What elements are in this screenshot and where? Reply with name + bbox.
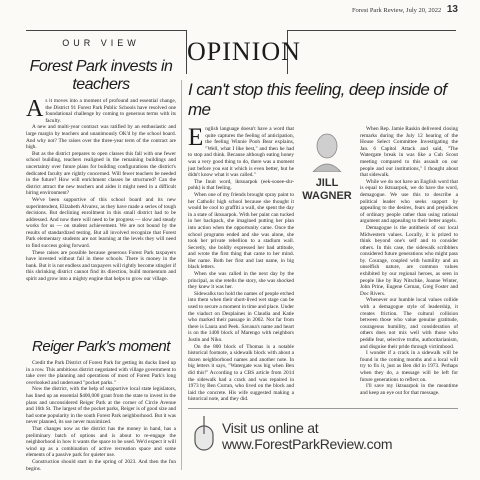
column-paragraph: Demagogue is the antithesis of our local Midwestern values. Locally, it is prized to think beyond one's self and to consider others. In this case, the sidewalk scribblers considered future generations who might pass by. Courage, coupled with humility and an unselfish nature, are common values exhibited by our regional heroes, as seen in people like by Ray Nitschke, Joanne Winter, John Prine, Eugene Cernan, Greg Foster and Doc Rivers. xyxy=(360,224,458,297)
footer-rule xyxy=(188,408,458,409)
section-label-our-view: OUR VIEW xyxy=(62,38,140,48)
column-paragraph: I'll save my iktsuarpok in the meantime and keep an eye out for that message. xyxy=(360,383,458,396)
editorial-paragraph: s it moves into a moment of profound and essential change, the District 91 Forest Park Public Schools have resolved one foundational challenge by coming to generous terms with its faculty. xyxy=(45,98,176,124)
mouse-icon xyxy=(192,414,216,452)
park-paragraph: Now the district, with the help of supportive local state legislators, has lined up an essential $400,000 grant from the state to invest in the plans and unconsidered Reiger Park at the corner of Circle Avenue and 16th St. The largest of the pocket parks, Reiger is of good size and had some popularity in the south Forest Park neighborhood. But it was never planned, its use never maximized. xyxy=(26,386,176,426)
page-header-meta xyxy=(352,4,458,15)
page-number: 13 xyxy=(446,4,458,15)
online-promo[interactable] xyxy=(188,410,458,456)
column-paragraph: While we do not have an English word that is equal to iktsuarpok, we do have the word, demagogue. We use this to describe a political leader who seeks support by appealing to the desires, fears and prejudices of ordinary people rather than using rational argument and appealing to their better angels. xyxy=(360,178,458,225)
column-paragraph: I wonder if a crack in a sidewalk will be found in the coming months and a local will try to fix it, just as Ben did in 1973. Perhaps when they do, a message will be left for future generations to reflect on. xyxy=(360,350,458,383)
column-paragraph: When Rep. Jamie Raskin delivered closing remarks during the July 12 hearing of the House Select Committee Investigating the Jan. 6 Capitol Attack and said, "The Watergate break in was like a Cub Scout meeting compared to this assault on our people and our institutions," I thought about that sidewalk. xyxy=(360,126,458,179)
author-name: JILL WAGNER xyxy=(302,177,352,202)
column-divider xyxy=(181,80,182,470)
editorial-paragraph: These raises are possible because generous Forest Park taxpayers have invested without fail in these schools. There is money in the bank. But it is not endless and taxpayers will rightly become stingier if this shrinking district cannot find its direction, build momentum and spirit and grow into a mighty engine that helps to grow our village. xyxy=(26,249,176,283)
park-paragraph: Credit the Park District of Forest Park for getting its ducks lined up in a row. This ambitious district negotiated with village government to take over the planning and operations of most of Forest Park's long overlooked and underused "pocket parks." xyxy=(26,360,176,386)
column-paragraph: Whenever our humble local values collide with a demagogue style of leadership, it creates friction. The cultural collision between those who value genuine gratitude, courageous humility, and consideration of others does not mix well with those who peddle fear, selective truths, authoritarianism, and disguise their pride through victimhood. xyxy=(360,297,458,350)
park-paragraph: Construction should start in the spring of 2023. And then the fun begins. xyxy=(26,458,176,472)
park-editorial-title: Reiger Park's moment xyxy=(32,338,170,355)
column-body-part2 xyxy=(360,126,458,408)
column-paragraph: The Inuit word, iktsuarpok (eek-sooee-shr-pohk) is that feeling. xyxy=(188,178,294,192)
opinion-banner xyxy=(186,30,301,74)
park-paragraph: That changes now as the district has the money in hand, has a preliminary batch of options and is about to re-engage the neighborhood in how it wants the space to be used. We'd expect it will wind up as a combination of active recreation space and some elements of a passive park for quieter use. xyxy=(26,425,176,459)
author-byline xyxy=(296,130,358,210)
column-headline: I can't stop this feeling, deep inside of me xyxy=(188,80,447,119)
website-link[interactable]: Visit us online at www.ForestParkReview.com xyxy=(222,420,393,452)
section-title-opinion: OPINION xyxy=(187,37,301,66)
column-paragraph: When she was called in the next day by the principal, as she retells the story, she was shocked they knew it was her. xyxy=(188,271,294,291)
column-dropcap: E xyxy=(188,126,204,151)
column-paragraph: On the 800 block of Thomas is a notable historical footnote, a sidewalk block with about a dozen neighborhood names and another note. In big letters it says, "Watergate was big when Ben did this!" According to a CBS article from 2014 the sidewalk had a crack and was repaired in 1973 by Ben Curran, who lived on the block and laid the concrete. His wife suggested making a historical note, and they did. xyxy=(188,343,294,403)
column-paragraph: Sidewalks too hold the names of people etched into them when their short-lived wet stage can be used to secure a moment in time and place. Under the viaduct on Desplaines in Claudia and Katie who marked their passage in 2002. Not far from there is Laura and Peek. Savana's name and heart is on the 1400 block of Marengo with neighbors Justin and Niko. xyxy=(188,290,294,343)
publication-date: Forest Park Review, July 20, 2022 xyxy=(351,7,442,14)
editorial-dropcap: A xyxy=(26,96,44,122)
column-paragraph: nglish language doesn't have a word that quite captures the feeling of anticipation, the feeling Winnie Pooh Bear explains, "Well, what I like best," and then he had to stop and think. Because although eating honey was a very good thing to do, there was a moment just before you eat it which is even better, but he didn't know what it was called." xyxy=(188,126,294,179)
park-editorial-body xyxy=(26,360,176,472)
editorial-title: Forest Park invests in teachers xyxy=(29,58,173,93)
editorial-paragraph: But as the district prepares to open classes this fall with one fewer school building, teachers realigned in the remaining buildings and uncertainty over future plans for building configurations the district's dedicated faculty are rightly concerned. Will fewer teachers be needed in the future? How will enrichment classes be structured? Can the district attract the new teachers and aides it might need in a difficult hiring environment? xyxy=(26,150,176,197)
editorial-paragraph: A new and multi-year contract was ratified by an enthusiastic and large margin by teachers and unanimously OK'd by the school board. And why not? The raises over the three-year term of the contract are high. xyxy=(26,124,176,151)
column-body-part1 xyxy=(188,126,294,408)
column-paragraph: When one of my friends brought spray paint to her Catholic high school because she thought it would be cool to graffiti a wall, she spent the day in a state of iktsuarpok. With her paint can tucked in her backpack, she imagined putting her plan into action when the opportunity came. Once the school programs ended and she was alone, she took her private rebellion to a stadium wall. Secretly, she boldly expressed her bad attitude, and wrote the first thing that came to her mind. Her name. Both her first and last name, in big black letters. xyxy=(188,191,294,271)
editorial-body xyxy=(26,98,176,283)
editorial-paragraph: We've been supportive of this school board and its new superintendent, Elizabeth Alvarez, as they have made a series of tough decisions. But declining enrollment in this small district had to be addressed. And now there will need to be progress — slow and steady works for us — on student achievement. We are not bound by the results of standardized testing. But all involved recognize that Forest Park elementary students are not learning at the levels they will need to find success going forward. xyxy=(26,196,176,250)
author-portrait-icon xyxy=(309,130,345,172)
